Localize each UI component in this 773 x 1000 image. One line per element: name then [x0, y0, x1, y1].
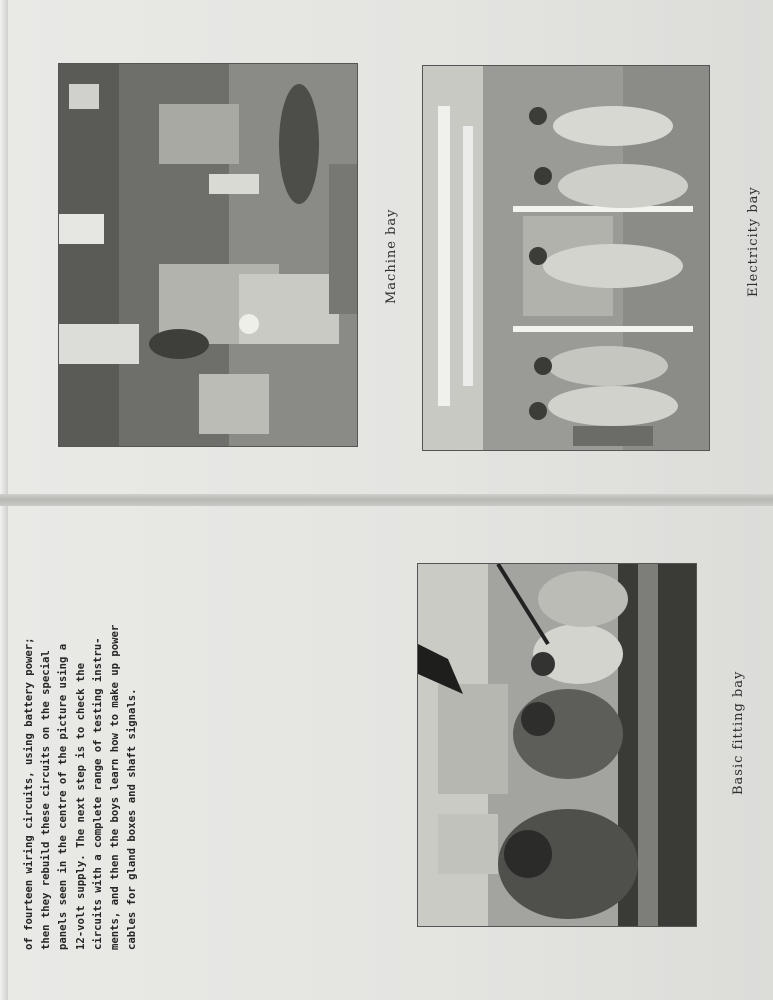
body-text — [21, 570, 139, 950]
machine-bay-photo — [59, 64, 357, 446]
body-text-line: then they rebuild these circuits on the special — [40, 650, 53, 950]
body-text-line: of fourteen wiring circuits, using battery power; — [23, 637, 35, 950]
body-text-line: 12-volt supply. The next step is to check the — [74, 662, 87, 950]
body-text-line: ments, and then the boys learn how to make up power — [109, 624, 122, 950]
body-text-line: circuits with a complete range of testing instru- — [91, 637, 104, 950]
electricity-bay-photo — [423, 66, 709, 450]
body-text-line: cables for gland boxes and shaft signals. — [126, 688, 139, 950]
machine-bay-caption: Machine bay — [384, 208, 399, 304]
book-gutter — [0, 494, 773, 506]
basic-fitting-bay-caption: Basic fitting bay — [731, 670, 746, 795]
basic-fitting-bay-photo — [418, 564, 696, 926]
electricity-bay-caption: Electricity bay — [746, 186, 761, 297]
body-text-line: panels seen in the centre of the picture using a — [57, 643, 70, 950]
